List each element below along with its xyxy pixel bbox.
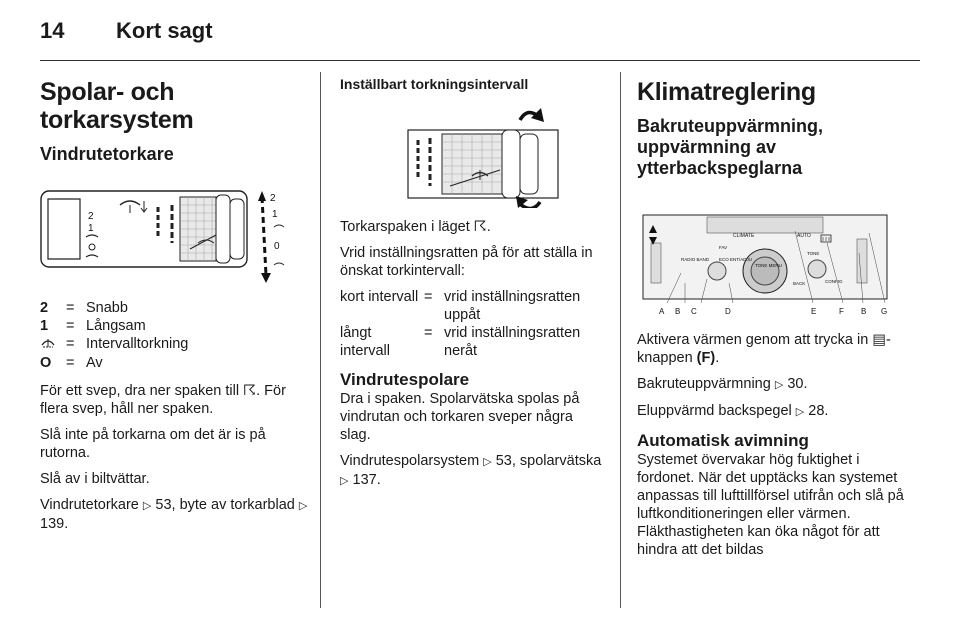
- paragraph-lever-position: Torkarspaken i läget ☈.: [340, 219, 491, 235]
- legend-row: = Intervalltorkning: [40, 335, 312, 354]
- column-divider-1: [320, 72, 321, 608]
- section-title-climate: Klimatreglering: [637, 78, 816, 106]
- paragraph-ice: Slå inte på torkarna om det är is på rutorna.: [40, 427, 266, 461]
- rear-defrost-icon: ▤: [872, 332, 887, 348]
- paragraph-references: Vindrutetorkare ▷ 53, byte av torkarblad ▷ 139.: [40, 497, 308, 532]
- callout-c: C: [691, 307, 697, 316]
- paragraph-car-wash: Slå av i biltvättar.: [40, 471, 150, 487]
- callout-e: E: [811, 307, 817, 316]
- definition-row: kort intervall = vrid inställningsratten uppåt: [340, 288, 604, 324]
- legend-key: 1: [40, 318, 49, 334]
- definition-row: långt intervall = vrid inställningsratten neråt: [340, 324, 604, 360]
- wiper-lever-figure: [40, 187, 290, 291]
- chapter-title: Kort sagt: [116, 18, 213, 43]
- callout-f: F: [839, 307, 844, 316]
- header-rule: [40, 60, 920, 61]
- section-title-auto-defog: Automatisk avimning: [637, 431, 809, 450]
- definition-description: vrid inställningsratten neråt: [444, 325, 581, 359]
- column-wipers: [40, 72, 312, 541]
- column-climate: [637, 72, 917, 567]
- callout-a: A: [659, 307, 665, 316]
- lever-label-1: 1: [88, 223, 94, 234]
- lever-position-2: 2: [270, 193, 276, 204]
- page-reference-icon: ▷: [298, 500, 308, 512]
- panel-label-back: BACK: [793, 281, 806, 286]
- section-title-washer: Vindrutespolare: [340, 370, 470, 389]
- page-number: 14: [40, 18, 65, 43]
- callout-b-right: B: [861, 307, 867, 316]
- legend-row: 2 = Snabb: [40, 299, 312, 317]
- paragraph-rear-window-ref: Bakruteuppvärmning ▷ 30.: [637, 376, 808, 392]
- panel-label-tone: TONE: [807, 251, 820, 256]
- panel-label-climate: CLIMATE: [733, 233, 755, 239]
- paragraph-auto-defog: Systemet övervakar hög fuktighet i fordonet. När det upptäcks kan systemet anpassas till lufttillförsel utifrån och slå på luftkonditioneringen eller värmen. Fläkthastigheten kan öka något för att hindra att det bildas: [637, 452, 904, 558]
- subsection-title-windscreen-wiper: Vindrutetorkare: [40, 144, 174, 164]
- legend-key: O: [40, 355, 52, 371]
- subsection-title-heated-rear-window: Bakruteuppvärmning, uppvärmning av ytterbackspeglarna: [637, 116, 824, 178]
- lever-position-0: 0: [274, 241, 280, 252]
- callout-g: G: [881, 307, 888, 316]
- interval-wiper-icon: ☈: [243, 383, 257, 399]
- panel-label-tone-menu: TONE MENU: [755, 263, 782, 268]
- paragraph-washer: Dra i spaken. Spolarvätska spolas på vindrutan och torkaren sveper några slag.: [340, 391, 580, 443]
- paragraph-single-wipe: För ett svep, dra ner spaken till ☈. För flera svep, håll ner spaken.: [40, 383, 286, 417]
- paragraph-activate-heat: Aktivera värmen genom att trycka in ▤-knappen (F).: [637, 332, 891, 366]
- lever-direction-arrows: [258, 191, 271, 283]
- callout-b: B: [675, 307, 681, 316]
- wiper-legend: [40, 299, 312, 372]
- legend-value: Av: [86, 355, 103, 371]
- panel-label-eco: ECO ENT/ADJU: [719, 257, 753, 262]
- page-reference-icon: ▷: [340, 475, 349, 487]
- column-divider-2: [620, 72, 621, 608]
- page-reference-icon: ▷: [483, 456, 492, 468]
- interval-wiper-icon: [40, 335, 66, 354]
- legend-row: 1 = Långsam: [40, 317, 312, 335]
- panel-label-config: CONFIG: [825, 279, 843, 284]
- panel-label-fav: FAV: [719, 245, 728, 250]
- interval-wiper-icon: ☈: [473, 219, 487, 235]
- column-interval: [340, 72, 604, 498]
- legend-value: Intervalltorkning: [86, 336, 189, 352]
- definition-description: vrid inställningsratten uppåt: [444, 289, 581, 323]
- section-title-wipers: Spolar- och torkarsystem: [40, 78, 194, 134]
- panel-label-radio-band: RADIO BAND: [681, 257, 710, 262]
- climate-panel-figure: [637, 213, 893, 317]
- definition-term: kort intervall: [340, 289, 419, 305]
- paragraph-washer-references: Vindrutespolarsystem ▷ 53, spolarvätska ▷ 137.: [340, 453, 602, 488]
- page-reference-icon: ▷: [795, 406, 805, 418]
- paragraph-turn-dial: Vrid inställningsratten på för att ställa in önskat torkintervall:: [340, 245, 593, 279]
- definition-term: långt intervall: [340, 325, 390, 359]
- paragraph-mirror-ref: Eluppvärmd backspegel ▷ 28.: [637, 403, 829, 419]
- page-reference-icon: ▷: [142, 500, 152, 512]
- legend-value: Långsam: [86, 318, 146, 334]
- interval-definitions: [340, 288, 604, 360]
- lever-label-2: 2: [88, 211, 94, 222]
- callout-d: D: [725, 307, 731, 316]
- panel-label-auto: AUTO: [797, 233, 811, 239]
- legend-key: 2: [40, 300, 49, 316]
- legend-value: Snabb: [86, 300, 128, 316]
- page-reference-icon: ▷: [774, 379, 784, 391]
- interval-wiper-icon: [120, 201, 147, 213]
- page-header: [40, 18, 920, 58]
- lever-position-1: 1: [272, 209, 278, 220]
- interval-dial-figure: [388, 100, 588, 208]
- legend-row: O = Av: [40, 354, 312, 372]
- section-title-interval: Inställbart torkningsintervall: [340, 76, 529, 92]
